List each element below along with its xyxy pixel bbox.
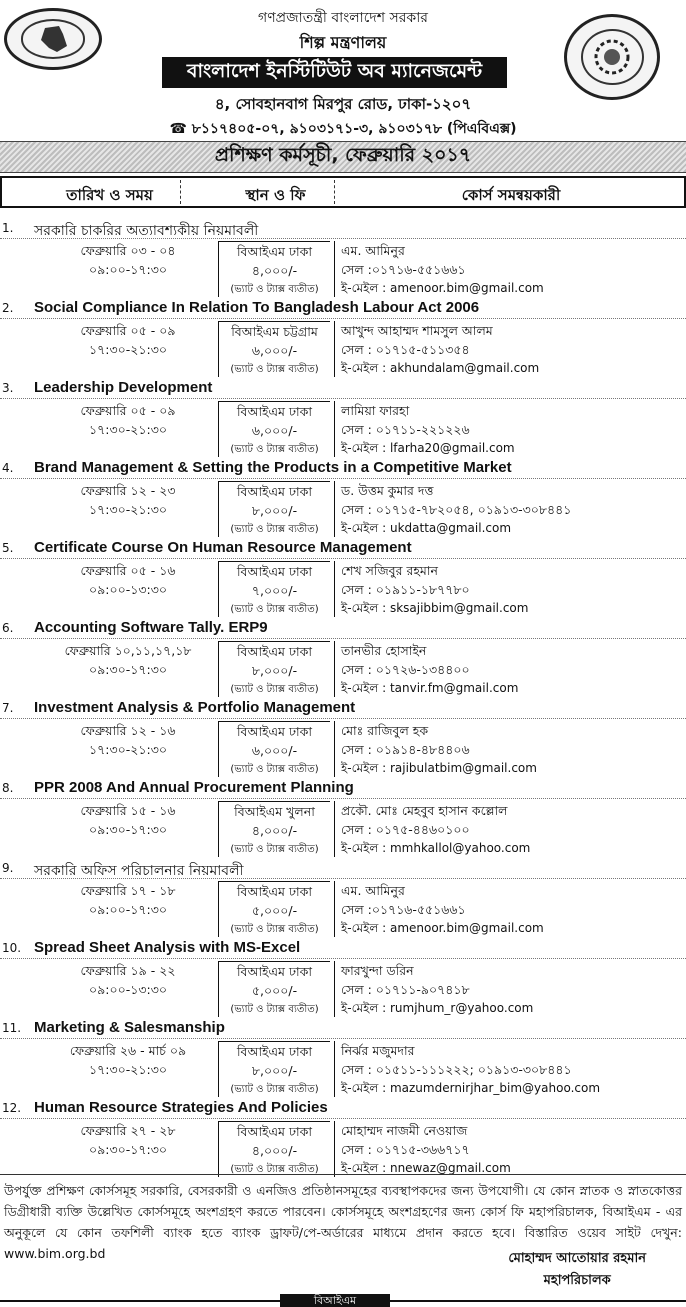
course-title-bar	[0, 1017, 686, 1039]
bim-tag: বিআইএম	[280, 1294, 390, 1307]
course-fee: ৪,০০০/-	[251, 823, 298, 838]
course-fee: ৪,০০০/-	[251, 1143, 298, 1158]
course-time: ০৯:৩০-১৭:৩০	[89, 822, 167, 837]
course-coordinator	[334, 561, 684, 617]
vat-note: (ভ্যাট ও ট্যাক্স ব্যতীত)	[230, 444, 319, 455]
course-date: ফেব্রুয়ারি ০৩ - ০৪	[80, 243, 176, 258]
column-venue-fee: স্থান ও ফি	[245, 186, 306, 204]
course-time: ১৭:৩০-২১:৩০	[89, 502, 167, 517]
coordinator-name: এম. আমিনুর	[341, 883, 405, 898]
phone-numbers: ☎ ৮১১৭৪০৫-০৭, ৯১০৩১৭১-৩, ৯১০৩১৭৮ (পিএবিএক্স)	[169, 121, 517, 137]
course-number: 5.	[2, 541, 14, 555]
coordinator-name: শেখ সজিবুর রহমান	[341, 563, 438, 578]
course-date: ফেব্রুয়ারি ০৫ - ০৯	[80, 403, 176, 418]
vat-note: (ভ্যাট ও ট্যাক্স ব্যতীত)	[230, 284, 319, 295]
course-date: ফেব্রুয়ারি ১৯ - ২২	[80, 963, 176, 978]
course-row	[0, 457, 686, 537]
vat-note: (ভ্যাট ও ট্যাক্স ব্যতীত)	[230, 924, 319, 935]
course-date-time	[40, 801, 216, 839]
coordinator-cell: সেল : ০১৭১১-২২১২২৬	[341, 422, 470, 437]
coordinator-email[interactable]: ই-মেইল : nnewaz@gmail.com	[341, 1161, 511, 1175]
course-date-time	[40, 1121, 216, 1159]
course-venue: বিআইএম ঢাকা	[236, 1124, 313, 1139]
coordinator-email[interactable]: ই-মেইল : mmhkallol@yahoo.com	[341, 841, 531, 855]
course-fee: ৬,০০০/-	[251, 743, 298, 758]
coordinator-cell: সেল :০১৭১৬-৫৫১৬৬১	[341, 262, 466, 277]
vat-note: (ভ্যাট ও ট্যাক্স ব্যতীত)	[230, 684, 319, 695]
course-fee: ৬,০০০/-	[251, 423, 298, 438]
divider	[0, 318, 686, 319]
course-title-bar	[0, 1097, 686, 1119]
course-title-bar	[0, 537, 686, 559]
course-date: ফেব্রুয়ারি ১২ - ২৩	[80, 483, 176, 498]
divider	[0, 238, 686, 239]
column-divider	[180, 180, 181, 204]
program-title: প্রশিক্ষণ কর্মসূচী, ফেব্রুয়ারি ২০১৭	[0, 141, 686, 173]
course-venue-fee	[218, 961, 330, 1017]
coordinator-name: তানভীর হোসাইন	[341, 643, 427, 658]
coordinator-name: ফারখুন্দা ডরিন	[341, 963, 414, 978]
course-coordinator	[334, 881, 684, 937]
divider	[0, 478, 686, 479]
course-venue: বিআইএম ঢাকা	[236, 484, 313, 499]
course-time: ১৭:৩০-২১:৩০	[89, 742, 167, 757]
course-date-time	[40, 401, 216, 439]
course-venue: বিআইএম ঢাকা	[236, 244, 313, 259]
divider	[0, 878, 686, 879]
coordinator-name: লামিয়া ফারহা	[341, 403, 410, 418]
course-time: ০৯:০০-১৩:৩০	[89, 982, 167, 997]
course-time: ০৯:০০-১৭:৩০	[89, 262, 167, 277]
coordinator-name: মোঃ রাজিবুল হক	[341, 723, 429, 738]
course-row	[0, 377, 686, 457]
vat-note: (ভ্যাট ও ট্যাক্স ব্যতীত)	[230, 1004, 319, 1015]
vat-note: (ভ্যাট ও ট্যাক্স ব্যতীত)	[230, 764, 319, 775]
course-venue-fee	[218, 481, 330, 537]
course-title: PPR 2008 And Annual Procurement Planning	[34, 779, 354, 796]
course-title: Investment Analysis & Portfolio Management	[34, 699, 356, 716]
course-time: ০৯:০০-১৩:৩০	[89, 582, 167, 597]
course-venue: বিআইএম ঢাকা	[236, 884, 313, 899]
course-time: ০৯:৩০-১৭:৩০	[89, 662, 167, 677]
course-title-bar	[0, 217, 686, 239]
course-date: ফেব্রুয়ারি ০৫ - ০৯	[80, 323, 176, 338]
course-list	[0, 217, 686, 1177]
course-title: Human Resource Strategies And Policies	[34, 1099, 328, 1116]
course-date-time	[40, 961, 216, 999]
institute-name: বাংলাদেশ ইনস্টিটিউট অব ম্যানেজমেন্ট	[162, 57, 507, 88]
course-venue-fee	[218, 1041, 330, 1097]
course-date-time	[40, 241, 216, 279]
course-date-time	[40, 721, 216, 759]
divider	[0, 1038, 686, 1039]
course-coordinator	[334, 481, 684, 537]
divider	[0, 958, 686, 959]
course-time: ১৭:৩০-২১:৩০	[89, 422, 167, 437]
course-number: 1.	[2, 221, 14, 235]
coordinator-name: এম. আমিনুর	[341, 243, 405, 258]
course-date: ফেব্রুয়ারি ২৬ - মার্চ ০৯	[69, 1043, 187, 1058]
header	[0, 0, 686, 140]
course-coordinator	[334, 721, 684, 777]
coordinator-email[interactable]: ই-মেইল : akhundalam@gmail.com	[341, 361, 540, 375]
divider	[0, 398, 686, 399]
signatory-designation: মহাপরিচালক	[543, 1273, 611, 1288]
course-title-bar	[0, 617, 686, 639]
coordinator-email[interactable]: ই-মেইল : tanvir.fm@gmail.com	[341, 681, 519, 695]
coordinator-email[interactable]: ই-মেইল : rajibulatbim@gmail.com	[341, 761, 537, 775]
course-fee: ৭,০০০/-	[251, 583, 298, 598]
coordinator-email[interactable]: ই-মেইল : mazumdernirjhar_bim@yahoo.com	[341, 1081, 601, 1095]
vat-note: (ভ্যাট ও ট্যাক্স ব্যতীত)	[230, 844, 319, 855]
course-venue: বিআইএম ঢাকা	[236, 564, 313, 579]
course-fee: ৫,০০০/-	[251, 983, 298, 998]
column-headers	[0, 176, 686, 208]
course-title-bar	[0, 297, 686, 319]
course-venue: বিআইএম ঢাকা	[236, 724, 313, 739]
course-title-bar	[0, 857, 686, 879]
course-date: ফেব্রুয়ারি ১০,১১,১৭,১৮	[64, 643, 192, 658]
coordinator-cell: সেল : ০১৭৫-৪৪৬০১০০	[341, 822, 470, 837]
coordinator-cell: সেল : ০১৭১৫-৫১১৩৫৪	[341, 342, 470, 357]
divider	[0, 1174, 686, 1175]
course-coordinator	[334, 241, 684, 297]
coordinator-cell: সেল : ০১৫১১-১১১২২২; ০১৯১৩-৩০৮৪৪১	[341, 1062, 572, 1077]
course-venue-fee	[218, 1121, 330, 1177]
course-title: Certificate Course On Human Resource Management	[34, 539, 412, 556]
course-venue: বিআইএম ঢাকা	[236, 644, 313, 659]
course-venue: বিআইএম ঢাকা	[236, 404, 313, 419]
course-title: সরকারি অফিস পরিচালনার নিয়মাবলী	[34, 863, 244, 879]
course-number: 12.	[2, 1101, 22, 1115]
course-venue-fee	[218, 561, 330, 617]
course-fee: ৮,০০০/-	[251, 503, 298, 518]
course-number: 6.	[2, 621, 14, 635]
course-date: ফেব্রুয়ারি ১৫ - ১৬	[80, 803, 176, 818]
coordinator-email[interactable]: ই-মেইল : lfarha20@gmail.com	[341, 441, 515, 455]
course-date-time	[40, 881, 216, 919]
address: ৪, সোবহানবাগ মিরপুর রোড, ঢাকা-১২০৭	[214, 95, 472, 113]
footer-note: উপর্যুক্ত প্রশিক্ষণ কোর্সসমূহ সরকারি, বেসরকারী ও এনজিও প্রতিষ্ঠানসমূহের ব্যবস্থাপকদের জন্য উপযোগী। যে কোন স্নাতক ও স্নাতকোত্তর ডিগ্রীধারী ব্যক্তি উল্লেখিত কোর্সসমূহে অংশগ্রহণ করতে পারবেন। কোর্সসমূহে অংশগ্রহণের জন্য কোর্স ফি মহাপরিচালক, বিআইএম - এর অনুকূলে যে কোন তফশিলী ব্যাংক হতে ব্যাংক ড্রাফট/পে-অর্ডারের মাধ্যমে প্রদান করতে হবে। বিস্তারিত ওয়েব সাইট দেখুন: www.bim.org.bd	[4, 1183, 682, 1261]
course-title-bar	[0, 697, 686, 719]
coordinator-name: মোহাম্মদ নাজমী নেওয়াজ	[341, 1123, 468, 1138]
course-title-bar	[0, 937, 686, 959]
coordinator-cell: সেল : ০১৭১১-৯০৭৪১৮	[341, 982, 470, 997]
ministry-name: শিল্প মন্ত্রণালয়	[299, 33, 387, 52]
divider	[0, 718, 686, 719]
course-date-time	[40, 321, 216, 359]
course-coordinator	[334, 801, 684, 857]
course-title: Brand Management & Setting the Products in a Competitive Market	[34, 459, 512, 476]
course-number: 4.	[2, 461, 14, 475]
course-date: ফেব্রুয়ারি ১৭ - ১৮	[80, 883, 176, 898]
course-title: Accounting Software Tally. ERP9	[34, 619, 268, 636]
coordinator-cell: সেল : ০১৯১৪-৪৮৪৪০৬	[341, 742, 470, 757]
coordinator-name: নির্ঝর মজুমদার	[341, 1043, 415, 1058]
course-coordinator	[334, 1041, 684, 1097]
signature-block	[508, 1248, 646, 1292]
course-coordinator	[334, 1121, 684, 1177]
column-date-time: তারিখ ও সময়	[66, 186, 153, 204]
coordinator-name: ড. উত্তম কুমার দত্ত	[341, 483, 434, 498]
vat-note: (ভ্যাট ও ট্যাক্স ব্যতীত)	[230, 1084, 319, 1095]
course-venue: বিআইএম ঢাকা	[236, 1044, 313, 1059]
course-row	[0, 537, 686, 617]
vat-note: (ভ্যাট ও ট্যাক্স ব্যতীত)	[230, 524, 319, 535]
course-date-time	[40, 641, 216, 679]
coordinator-email[interactable]: ই-মেইল : amenoor.bim@gmail.com	[341, 921, 544, 935]
course-number: 7.	[2, 701, 14, 715]
course-title: Marketing & Salesmanship	[34, 1019, 225, 1036]
course-number: 8.	[2, 781, 14, 795]
coordinator-name: প্রকৌ. মোঃ মেহবুব হাসান কল্লোল	[341, 803, 508, 818]
course-time: ১৭:৩০-২১:৩০	[89, 342, 167, 357]
course-title: Spread Sheet Analysis with MS-Excel	[34, 939, 301, 956]
course-venue: বিআইএম চট্টগ্রাম	[231, 324, 318, 339]
course-number: 11.	[2, 1021, 22, 1035]
course-date-time	[40, 481, 216, 519]
course-title-bar	[0, 377, 686, 399]
course-date: ফেব্রুয়ারি ০৫ - ১৬	[80, 563, 176, 578]
course-title: Leadership Development	[34, 379, 213, 396]
course-time: ১৭:৩০-২১:৩০	[89, 1062, 167, 1077]
coordinator-cell: সেল : ০১৯১১-১৮৭৭৮০	[341, 582, 470, 597]
course-venue-fee	[218, 321, 330, 377]
course-venue: বিআইএম খুলনা	[234, 804, 315, 819]
coordinator-email[interactable]: ই-মেইল : sksajibbim@gmail.com	[341, 601, 529, 615]
coordinator-cell: সেল : ০১৭১৫-৩৬৬৭১৭	[341, 1142, 470, 1157]
course-row	[0, 937, 686, 1017]
course-number: 10.	[2, 941, 22, 955]
course-fee: ৪,০০০/-	[251, 263, 298, 278]
course-row	[0, 857, 686, 937]
course-coordinator	[334, 641, 684, 697]
course-row	[0, 1017, 686, 1097]
coordinator-cell: সেল : ০১৭২৬-১৩৪৪০০	[341, 662, 470, 677]
course-row	[0, 617, 686, 697]
column-coordinator: কোর্স সমন্বয়কারী	[461, 186, 561, 204]
course-title: সরকারি চাকরির অত্যাবশ্যকীয় নিয়মাবলী	[34, 223, 259, 239]
divider	[0, 798, 686, 799]
course-row	[0, 777, 686, 857]
vat-note: (ভ্যাট ও ট্যাক্স ব্যতীত)	[230, 1164, 319, 1175]
course-row	[0, 217, 686, 297]
course-row	[0, 697, 686, 777]
course-date-time	[40, 561, 216, 599]
divider	[0, 638, 686, 639]
government-name: গণপ্রজাতন্ত্রী বাংলাদেশ সরকার	[258, 10, 428, 26]
course-fee: ৬,০০০/-	[251, 343, 298, 358]
course-title: Social Compliance In Relation To Bangladesh Labour Act 2006	[34, 299, 480, 316]
course-number: 9.	[2, 861, 14, 875]
coordinator-email[interactable]: ই-মেইল : ukdatta@gmail.com	[341, 521, 512, 535]
signatory-name: মোহাম্মদ আতোয়ার রহমান	[508, 1251, 646, 1266]
divider	[0, 1118, 686, 1119]
course-venue-fee	[218, 801, 330, 857]
course-coordinator	[334, 401, 684, 457]
vat-note: (ভ্যাট ও ট্যাক্স ব্যতীত)	[230, 604, 319, 615]
course-row	[0, 1097, 686, 1177]
coordinator-name: আখুন্দ আহাম্মদ শামসুল আলম	[341, 323, 493, 338]
course-venue-fee	[218, 241, 330, 297]
gear-icon	[590, 35, 634, 79]
coordinator-cell: সেল : ০১৭১৫-৭৮২০৫৪, ০১৯১৩-৩০৮৪৪১	[341, 502, 572, 517]
course-time: ০৯:০০-১৭:৩০	[89, 902, 167, 917]
bim-logo-icon	[564, 14, 660, 100]
coordinator-email[interactable]: ই-মেইল : amenoor.bim@gmail.com	[341, 281, 544, 295]
course-number: 3.	[2, 381, 14, 395]
coordinator-cell: সেল :০১৭১৬-৫৫১৬৬১	[341, 902, 466, 917]
course-venue-fee	[218, 401, 330, 457]
course-venue: বিআইএম ঢাকা	[236, 964, 313, 979]
course-coordinator	[334, 321, 684, 377]
vat-note: (ভ্যাট ও ট্যাক্স ব্যতীত)	[230, 364, 319, 375]
course-time: ০৯:৩০-১৭:৩০	[89, 1142, 167, 1157]
divider	[0, 558, 686, 559]
course-fee: ৫,০০০/-	[251, 903, 298, 918]
course-venue-fee	[218, 721, 330, 777]
course-date-time	[40, 1041, 216, 1079]
course-title-bar	[0, 777, 686, 799]
course-venue-fee	[218, 881, 330, 937]
course-fee: ৮,০০০/-	[251, 1063, 298, 1078]
course-coordinator	[334, 961, 684, 1017]
course-date: ফেব্রুয়ারি ২৭ - ২৮	[80, 1123, 176, 1138]
course-row	[0, 297, 686, 377]
coordinator-email[interactable]: ই-মেইল : rumjhum_r@yahoo.com	[341, 1001, 534, 1015]
course-number: 2.	[2, 301, 14, 315]
course-date: ফেব্রুয়ারি ১২ - ১৬	[80, 723, 176, 738]
course-venue-fee	[218, 641, 330, 697]
course-title-bar	[0, 457, 686, 479]
course-fee: ৮,০০০/-	[251, 663, 298, 678]
